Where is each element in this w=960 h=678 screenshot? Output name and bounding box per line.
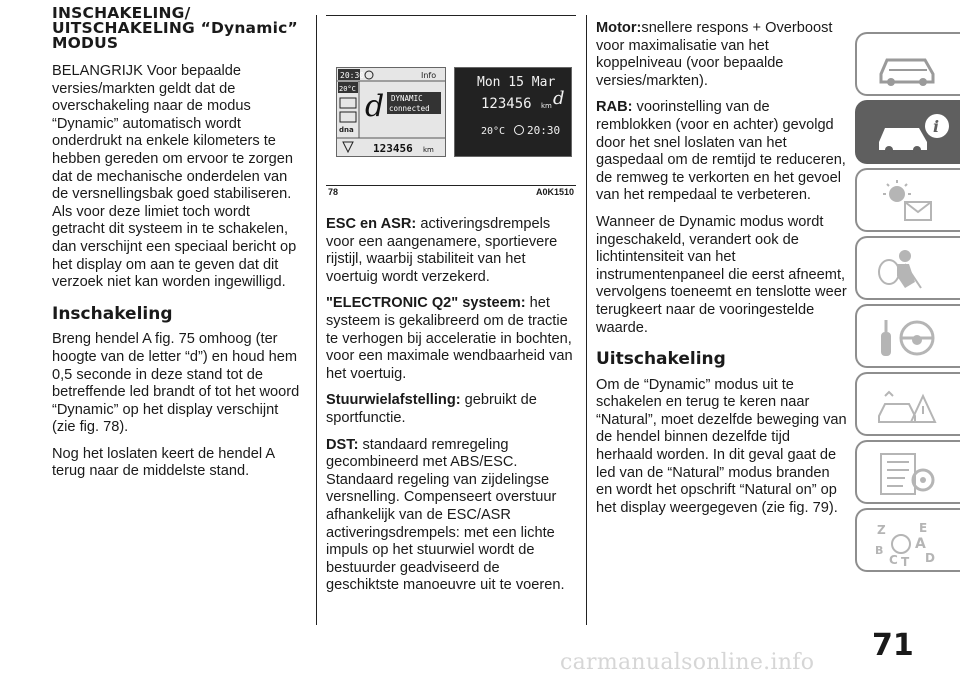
item-steering (326, 392, 576, 427)
release-paragraph: Nog het loslaten keert de hendel A terug naar de middelste stand. (52, 445, 275, 480)
middle-column (326, 216, 576, 604)
subheading-uitschakeling: Uitschakeling (596, 349, 726, 370)
tab-maintenance[interactable] (855, 440, 960, 504)
right-display-unit: km (541, 102, 552, 110)
display-right (454, 67, 572, 157)
subheading-inschakeling: Inschakeling (52, 303, 173, 324)
term-esc-asr: ESC en ASR: (326, 216, 417, 232)
right-display-graphic (455, 68, 571, 156)
car-outline-icon (875, 44, 945, 88)
left-display-temp: 20°C (339, 85, 356, 93)
figure-code: A0K1510 (535, 187, 574, 197)
text-q2: het systeem is gekalibreerd om de tractie te verhogen bij acceleratie in bochten, voor een maximale wendbaarheid van het voertuig. (326, 295, 573, 382)
right-display-mode-letter: d (553, 88, 565, 109)
maintenance-list-icon (875, 452, 945, 496)
right-display-odometer: 123456 (481, 96, 532, 112)
left-display-unit: km (423, 146, 434, 154)
left-display-dna: dna (339, 126, 354, 134)
left-display-odometer: 123456 (373, 142, 413, 155)
page-number: 71 (872, 628, 914, 663)
tab-safety[interactable] (855, 236, 960, 300)
left-display-info: Info (421, 71, 437, 80)
left-column (52, 6, 304, 490)
item-dst (326, 437, 576, 595)
car-info-icon (875, 112, 953, 156)
left-display-msg-1: DYNAMIC (391, 94, 423, 103)
tech-letter-e: E (919, 521, 928, 535)
tab-technical-data[interactable] (855, 508, 960, 572)
term-q2: "ELECTRONIC Q2" systeem: (326, 295, 526, 312)
text-steering: gebruikt de sportfunctie. (326, 392, 537, 426)
tab-car-overview[interactable] (855, 32, 960, 96)
tab-instruments-info[interactable] (855, 100, 960, 164)
uitschakeling-paragraph: Om de “Dynamic” modus uit te schakelen en terug te keren naar “Natural”, moet dezelfde beweging van de hendel binnen dezelfde tijd herhaald worden. In dit geval gaat de led van de “Natural” modus branden en wordt het opschrift “Natural on” op het display weergegeven (zie fig. 79). (596, 376, 847, 516)
item-rab (596, 99, 848, 205)
tab-starting-driving[interactable] (855, 304, 960, 368)
figure-78 (326, 15, 576, 198)
left-display-msg-2: connected (389, 104, 430, 113)
display-left (336, 67, 446, 157)
item-motor (596, 20, 848, 90)
right-display-date: Mon 15 Mar (477, 75, 556, 90)
text-dst: standaard remregeling gecombineerd met ABS/ESC. Standaard regeling van zijdelingse versnelling. Compenseert overstuur afhankelijk van de ESC/ASR activeringsdrempels: met een lichte impuls op het stuurwiel wordt de bestuurder geadviseerd de geschiktste manoeuvre uit te voeren. (326, 436, 565, 594)
figure-number: 78 (328, 187, 339, 197)
intro-paragraph: BELANGRIJK Voor bepaalde versies/markten geldt dat de overschakeling naar de modus “Dynamic” automatisch wordt onderdrukt na enkele kilometers te hebben gereden om ervoor te zorgen dat de mechanische onderdelen van de versnellingsbak goed stabiliseren. Als voor deze limiet toch wordt getracht dit systeem in te schakelen, dan verschijnt een speciaal bericht op het display om aan te geven dat dit verzoek niet kan worden ingewilligd. (52, 63, 297, 291)
car-breakdown-icon (875, 384, 945, 428)
text-esc-asr: activeringsdrempels voor een aangenamere, sportievere rijstijl, waarbij stabiliteit van het voertuig wordt verzekerd. (326, 216, 558, 285)
term-steering: Stuurwielafstelling: (326, 392, 461, 409)
tech-letter-c: C (889, 553, 898, 567)
right-column (596, 20, 848, 526)
right-display-temp: 20°C (481, 126, 506, 137)
column-divider (316, 15, 317, 625)
tech-letter-a: A (915, 536, 926, 552)
tab-emergency[interactable] (855, 372, 960, 436)
technical-data-icon (875, 520, 945, 568)
term-dst: DST: (326, 436, 359, 453)
left-display-mode-letter: d (365, 89, 385, 124)
left-display-graphic (337, 68, 445, 156)
key-steering-wheel-icon (875, 316, 945, 360)
term-rab: RAB: (596, 99, 633, 116)
text-rab: voorinstelling van de remblokken (voor en achter) gevolgd door het snel loslaten van het gaspedaal om de remtijd te reduceren, de remweg te verkorten en het gevoel van het rempedaal te verbeteren. (596, 99, 846, 204)
right-display-time: 20:30 (527, 124, 561, 137)
tech-letter-d: D (925, 551, 935, 565)
term-motor: Motor: (596, 20, 642, 36)
inschakeling-paragraph: Breng hendel A fig. 75 omhoog (ter hoogte van de letter “d”) en houd hem 0,5 seconde in deze stand tot de betreffende led brandt of tot het woord “Dynamic” op het display verschijnt (zie fig. 78). (52, 331, 300, 436)
dynamic-lighting-paragraph: Wanneer de Dynamic modus wordt ingeschakeld, verandert ook de lichtintensiteit van het instrumentenpaneel die eerst afneemt, vervolgens toeneemt en tenslotte weer terugkeert naar de vooringestelde waarde. (596, 213, 847, 336)
left-display-time: 20:30 (340, 71, 365, 80)
warning-lights-icon (875, 180, 945, 224)
section-title: INSCHAKELING/ UITSCHAKELING “Dynamic” MODUS (52, 4, 298, 52)
watermark: carmanualsonline.info (560, 650, 815, 675)
tab-warning-lights[interactable] (855, 168, 960, 232)
figure-bottom-rule (326, 185, 576, 186)
column-divider (586, 15, 587, 625)
figure-top-rule (326, 15, 576, 16)
text-motor: snellere respons + Overboost voor maximalisatie van het koppelniveau (voor bepaalde versies/markten). (596, 20, 833, 89)
tech-letter-t: T (901, 555, 910, 568)
item-esc-asr (326, 216, 576, 286)
item-q2 (326, 295, 576, 383)
info-label: i (933, 117, 940, 136)
airbag-passenger-icon (875, 248, 945, 292)
tech-letter-z: Z (877, 523, 886, 537)
tech-letter-b: B (875, 544, 884, 557)
